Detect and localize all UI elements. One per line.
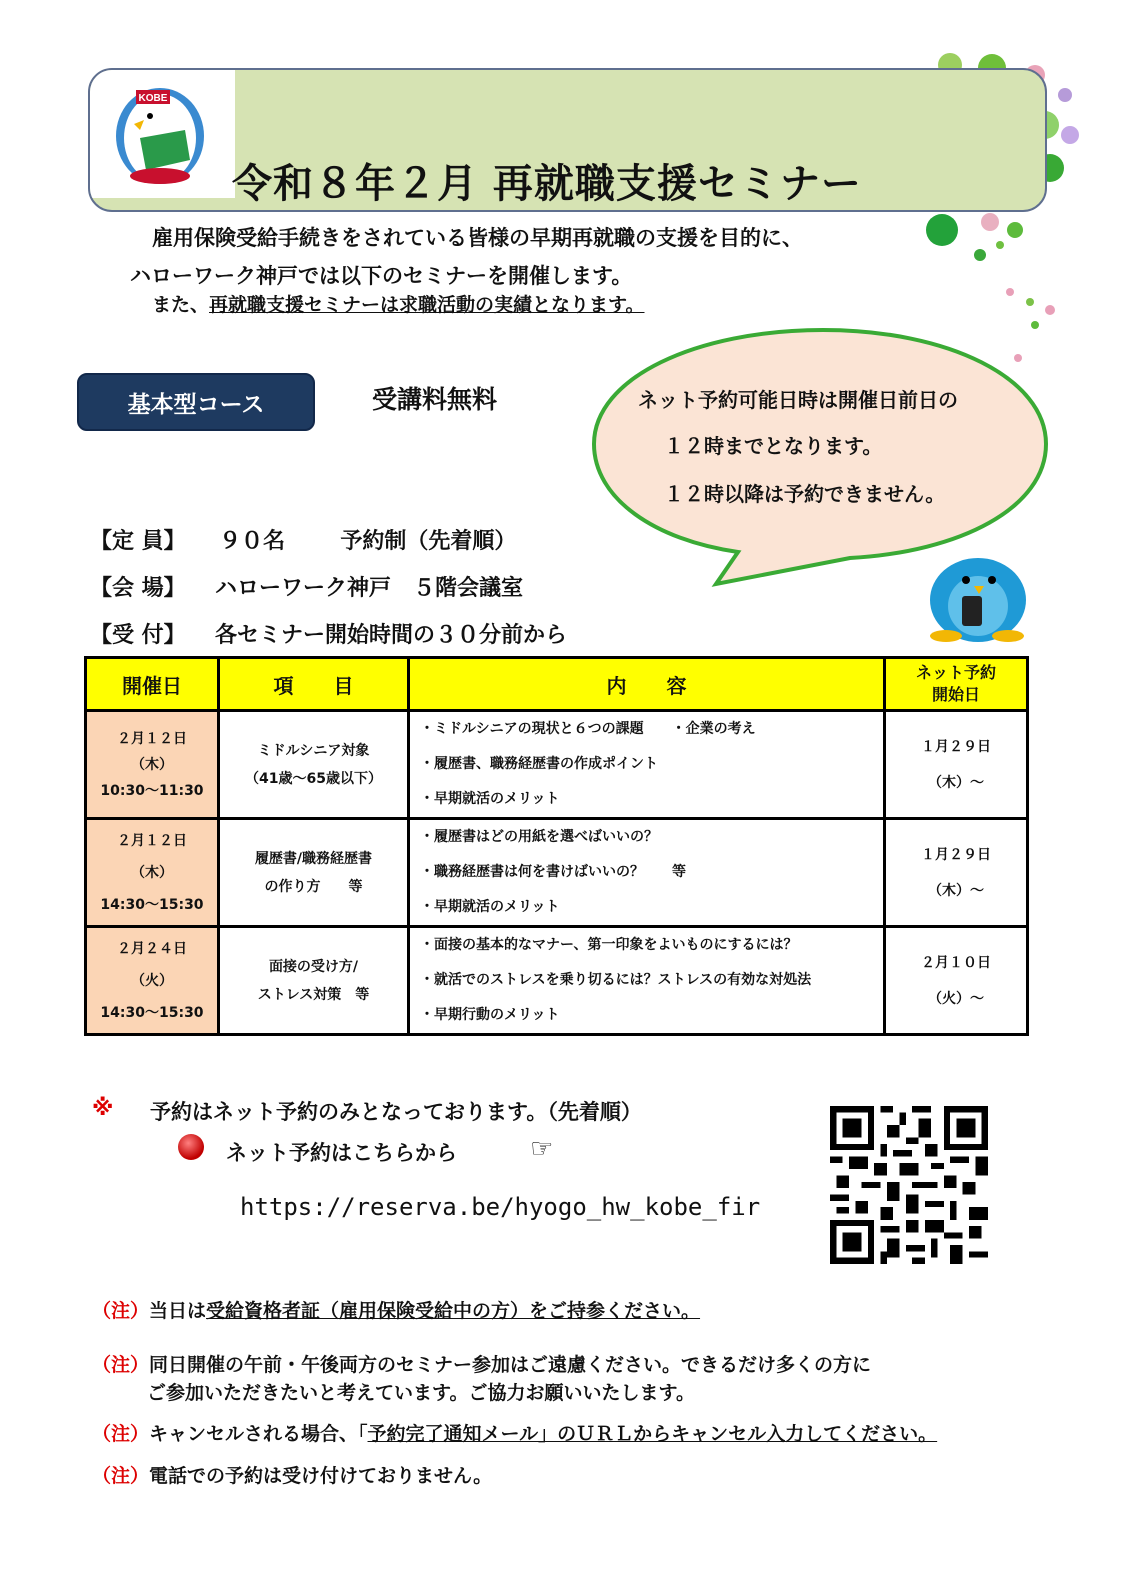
header-start [885, 658, 1028, 711]
table-row [86, 819, 1028, 927]
note-3-mark: （注） [92, 1423, 150, 1445]
row-date: ２月１２日 [117, 832, 187, 849]
qr-code-icon[interactable] [828, 1106, 990, 1264]
row-time: 14:30～15:30 [100, 1004, 204, 1021]
header-contents: 内 容 [409, 658, 885, 711]
note-2-mark: （注） [92, 1354, 150, 1376]
note-1-prefix: 当日は [149, 1300, 207, 1322]
pointing-hand-icon: ☞ [530, 1134, 554, 1164]
row-topic-2: の作り方 等 [264, 878, 363, 895]
course-badge: 基本型コース [77, 373, 315, 431]
info-capacity-value: ９０名 [219, 529, 286, 554]
note-3-underlined: 予約完了通知メール」のＵＲＬからキャンセル入力してください。 [367, 1423, 938, 1445]
note-2-text: 同日開催の午前・午後両方のセミナー参加はご遠慮ください。できるだけ多くの方に [149, 1354, 872, 1376]
row-weekday: （木） [131, 864, 173, 881]
row-topic-cell [219, 819, 409, 927]
intro-line-3-underlined: 再就職支援セミナーは求職活動の実績となります。 [209, 294, 645, 316]
info-reception-value: 各セミナー開始時間の３０分前から [215, 623, 568, 648]
note-1 [92, 1296, 700, 1323]
table-row [86, 927, 1028, 1035]
row-weekday: （木） [131, 756, 173, 773]
row-content-1: ・ミドルシニアの現状と６つの課題 ・企業の考え [420, 721, 756, 737]
row-content-2: ・就活でのストレスを乗り切るには？ストレスの有効な対処法 [420, 972, 812, 988]
row-start-day: （火）～ [928, 990, 984, 1007]
note-3 [92, 1419, 937, 1446]
row-start-date: １月２９日 [921, 846, 991, 863]
row-contents-cell [409, 927, 885, 1035]
row-topic-1: 面接の受け方/ [268, 958, 359, 975]
note-3-prefix: キャンセルされる場合、「 [149, 1423, 368, 1445]
info-venue [90, 571, 523, 602]
row-content-1: ・面接の基本的なマナー、第一印象をよいものにするには？ [420, 937, 798, 953]
intro-line-3 [152, 290, 645, 317]
bubble-line-2: １２時までとなります。 [664, 434, 883, 458]
note-4 [92, 1461, 492, 1488]
intro-line-2: ハローワーク神戸では以下のセミナーを開催します。 [130, 264, 633, 288]
row-start-cell [885, 711, 1028, 819]
row-topic-cell [219, 927, 409, 1035]
fee-label: 受講料無料 [372, 385, 498, 414]
row-start-day: （木）～ [928, 882, 984, 899]
header-topic: 項 目 [219, 658, 409, 711]
row-start-cell [885, 927, 1028, 1035]
row-content-3: ・早期就活のメリット [420, 791, 560, 807]
info-venue-value: ハローワーク神戸 ５階会議室 [215, 576, 524, 601]
reservation-url[interactable]: https://reserva.be/hyogo_hw_kobe_fir [240, 1193, 761, 1221]
row-start-day: （木）～ [928, 774, 984, 791]
row-content-3: ・早期就活のメリット [420, 899, 560, 915]
row-content-1: ・履歴書はどの用紙を選べばいいの？ [420, 829, 658, 845]
info-reception [90, 618, 567, 649]
row-start-date: ２月１０日 [921, 954, 991, 971]
row-date: ２月２４日 [117, 940, 187, 957]
row-topic-1: 履歴書/職務経歴書 [254, 850, 373, 867]
row-topic-cell [219, 711, 409, 819]
page-title: 令和８年２月 再就職支援セミナー [232, 161, 862, 207]
row-topic-2: ストレス対策 等 [257, 986, 370, 1003]
table-row [86, 711, 1028, 819]
info-capacity-extra: 予約制（先着順） [340, 529, 517, 554]
row-weekday: （火） [131, 972, 173, 989]
red-dot-icon [177, 1133, 205, 1161]
reservation-link[interactable]: ネット予約はこちらから [226, 1141, 457, 1165]
info-venue-label: 【会 場】 [90, 576, 186, 601]
row-start-cell [885, 819, 1028, 927]
intro-line-1: 雇用保険受給手続きをされている皆様の早期再就職の支援を目的に、 [152, 226, 803, 250]
bubble-line-3: １２時以降は予約できません。 [664, 482, 946, 506]
row-date: ２月１２日 [117, 730, 187, 747]
row-time: 10:30～11:30 [100, 782, 204, 799]
penguin-mascot-icon [918, 552, 1036, 644]
note-4-mark: （注） [92, 1465, 150, 1487]
reservation-mark: ※ [92, 1096, 114, 1121]
row-content-2: ・履歴書、職務経歴書の作成ポイント [420, 756, 658, 772]
info-capacity-label: 【定 員】 [90, 529, 186, 554]
row-date-cell [86, 711, 219, 819]
note-2 [92, 1350, 871, 1377]
intro-line-3-prefix: また、 [152, 294, 210, 316]
note-1-underlined: 受給資格者証（雇用保険受給中の方）をご持参ください。 [206, 1300, 701, 1322]
note-1-mark: （注） [92, 1300, 150, 1322]
logo-kobe-text: KOBE [138, 93, 168, 104]
header-start-line1: ネット予約 [915, 663, 996, 682]
row-contents-cell [409, 819, 885, 927]
bubble-line-1: ネット予約可能日時は開催日前日の [638, 388, 958, 412]
header-date: 開催日 [86, 658, 219, 711]
kobe-bird-mascot-logo [110, 78, 210, 188]
row-topic-1: ミドルシニア対象 [257, 742, 370, 759]
info-capacity [90, 524, 516, 555]
row-contents-cell [409, 711, 885, 819]
note-4-text: 電話での予約は受け付けておりません。 [149, 1465, 493, 1487]
row-topic-2: （41歳～65歳以下） [245, 770, 382, 787]
note-2-line-2: ご参加いただきたいと考えています。ご協力お願いいたします。 [147, 1382, 695, 1404]
info-reception-label: 【受 付】 [90, 623, 186, 648]
row-start-date: １月２９日 [921, 738, 991, 755]
table-header-row [86, 658, 1028, 711]
row-content-3: ・早期行動のメリット [420, 1007, 560, 1023]
row-time: 14:30～15:30 [100, 896, 204, 913]
header-start-line2: 開始日 [931, 685, 980, 704]
row-date-cell [86, 927, 219, 1035]
seminar-table [84, 656, 1029, 1036]
row-date-cell [86, 819, 219, 927]
row-content-2: ・職務経歴書は何を書けばいいの？ 等 [420, 864, 686, 880]
reservation-text: 予約はネット予約のみとなっております。（先着順） [150, 1100, 642, 1124]
